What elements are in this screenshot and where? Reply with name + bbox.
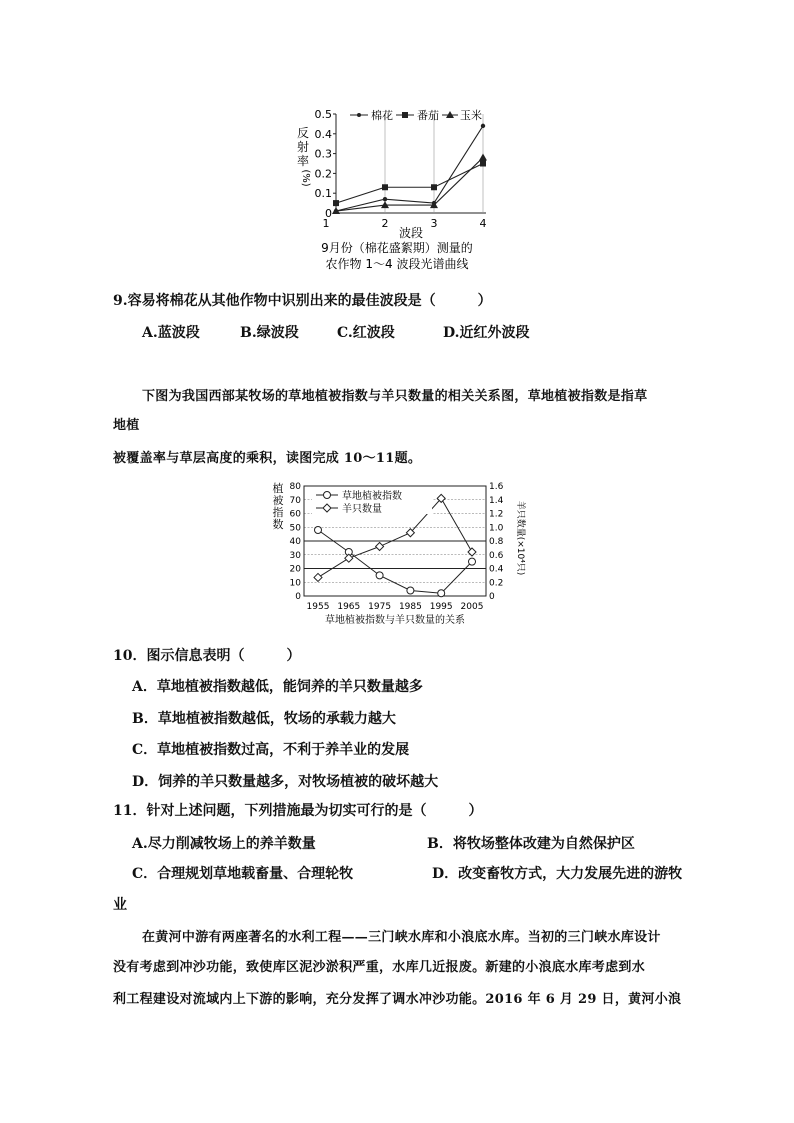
x-tick-label: 1965 (337, 602, 361, 612)
data-point (382, 184, 388, 190)
q10-option-c[interactable]: C．草地植被指数过高，不利于养羊业的发展 (132, 742, 410, 758)
right-axis-label: 羊只数量(×10⁴只) (515, 500, 525, 576)
y-tick-label: 0.3 (314, 147, 332, 161)
x-tick-label: 1 (322, 217, 330, 230)
left-tick-label: 50 (289, 523, 301, 534)
y-label-char: 射 (296, 140, 310, 154)
legend-label: 玉米 (460, 109, 482, 122)
y-label-unit: (%) (300, 169, 311, 187)
left-label-char: 被 (272, 494, 284, 507)
q10-option-b[interactable]: B．草地植被指数越低，牧场的承载力越大 (132, 711, 396, 727)
q10-option-d[interactable]: D．饲养的羊只数量越多，对牧场植被的破坏越大 (132, 774, 439, 790)
right-tick-label: 0.4 (489, 564, 504, 575)
q9-option-a[interactable]: A.蓝波段 (142, 325, 200, 341)
left-tick-label: 80 (289, 482, 301, 492)
legend-label: 棉花 (371, 109, 393, 122)
x-axis-label: 波段 (398, 226, 424, 240)
q9-option-d[interactable]: D.近红外波段 (443, 325, 530, 341)
data-point (376, 543, 384, 551)
right-tick-label: 1.6 (489, 482, 504, 492)
right-tick-label: 0.8 (489, 537, 504, 547)
vegetation-sheep-chart (268, 478, 533, 628)
data-point (438, 590, 445, 597)
question-11-stem: 11．针对上述问题，下列措施最为切实可行的是（ ） (113, 803, 483, 819)
legend (350, 108, 482, 122)
right-tick-label: 0 (489, 592, 495, 602)
data-point (480, 161, 486, 167)
legend-label: 草地植被指数 (342, 491, 402, 502)
data-point (376, 572, 383, 579)
legend-marker-square (402, 112, 408, 118)
chart-caption-line1: 9月份（棉花盛絮期）测量的 (321, 241, 473, 255)
y-tick-label: 0.2 (314, 167, 332, 181)
legend (312, 488, 432, 515)
intro-12-line1: 在黄河中游有两座著名的水利工程——三门峡水库和小浪底水库。当初的三门峡水库设计 (142, 930, 661, 945)
q11-option-a[interactable]: A.尽力削减牧场上的养羊数量 (132, 836, 316, 852)
question-9-stem: 9.容易将棉花从其他作物中识别出来的最佳波段是（ ） (113, 293, 492, 309)
data-point (333, 200, 339, 206)
right-tick-label: 1.0 (489, 523, 504, 534)
left-tick-label: 40 (289, 537, 301, 547)
right-tick-label: 0.6 (489, 550, 504, 561)
left-tick-label: 30 (289, 550, 301, 561)
series-line-3 (336, 158, 483, 211)
left-tick-labels (290, 482, 302, 602)
q11-option-b[interactable]: B．将牧场整体改建为自然保护区 (427, 836, 635, 852)
legend-label: 番茄 (417, 109, 439, 122)
question-10-stem: 10．图示信息表明（ ） (113, 648, 301, 664)
x-tick-label: 1985 (398, 602, 422, 612)
q11-option-d[interactable]: D．改变畜牧方式，大力发展先进的游牧 (432, 866, 683, 882)
chart-caption: 草地植被指数与羊只数量的关系 (325, 615, 465, 626)
left-axis-label (273, 481, 284, 531)
intro-10-line2: 地植 (113, 418, 140, 433)
intro-12-line2: 没有考虑到冲沙功能，致使库区泥沙淤积严重，水库几近报废。新建的小浪底水库考虑到水 (113, 960, 646, 975)
y-axis-label (297, 126, 311, 187)
legend-marker-circle (324, 492, 331, 499)
legend-label: 羊只数量 (342, 504, 382, 515)
right-tick-labels (489, 482, 504, 602)
left-tick-label: 0 (295, 592, 301, 602)
y-tick-label: 0 (325, 207, 332, 220)
data-point (314, 573, 322, 581)
series-lines (332, 124, 487, 214)
x-tick-label: 2005 (460, 602, 484, 612)
y-label-char: 率 (296, 154, 310, 168)
left-tick-label: 10 (289, 578, 301, 589)
gridlines (385, 114, 483, 213)
data-point (479, 154, 487, 161)
left-label-char: 植 (272, 482, 284, 495)
right-tick-label: 0.2 (489, 578, 504, 589)
left-tick-label: 20 (289, 564, 301, 575)
x-tick-label: 1995 (429, 602, 453, 612)
data-point (383, 197, 387, 201)
data-point (469, 558, 476, 565)
y-tick-label: 0.1 (314, 187, 332, 201)
x-tick-label: 1955 (306, 602, 330, 612)
x-tick-label: 1975 (368, 602, 392, 612)
q9-option-b[interactable]: B.绿波段 (240, 325, 299, 341)
data-point (407, 587, 414, 594)
left-label-char: 指 (272, 506, 284, 519)
right-tick-label: 1.2 (489, 509, 504, 520)
x-tick-label: 4 (479, 217, 487, 230)
y-tick-labels (315, 108, 337, 220)
q11-option-c[interactable]: C．合理规划草地载畜量、合理轮牧 (132, 866, 354, 882)
q11-option-d-wrap: 业 (113, 897, 127, 913)
x-tick-labels (307, 602, 484, 612)
left-tick-label: 70 (289, 495, 301, 506)
intro-10-line3: 被覆盖率与草层高度的乘积，读图完成 10～11题。 (113, 451, 422, 466)
left-tick-label: 60 (289, 509, 301, 520)
q9-option-c[interactable]: C.红波段 (337, 325, 395, 341)
x-tick-label: 3 (430, 217, 438, 230)
data-point (345, 554, 353, 562)
y-label-char: 反 (296, 126, 310, 140)
y-tick-label: 0.5 (314, 108, 332, 121)
series-line-1 (336, 126, 483, 211)
right-tick-label: 1.4 (489, 495, 504, 506)
chart-caption-line2: 农作物 1～4 波段光谱曲线 (325, 257, 469, 271)
data-point (481, 124, 485, 128)
series-line-2 (336, 164, 483, 204)
data-point (431, 184, 437, 190)
intro-10-line1: 下图为我国西部某牧场的草地植被指数与羊只数量的相关关系图，草地植被指数是指草 (142, 389, 648, 404)
spectral-chart (290, 100, 510, 275)
legend-marker-circle (357, 113, 361, 117)
y-tick-label: 0.4 (314, 127, 332, 141)
x-tick-label: 2 (381, 217, 389, 230)
q10-option-a[interactable]: A．草地植被指数越低，能饲养的羊只数量越多 (132, 679, 423, 695)
intro-12-line3: 利工程建设对流域内上下游的影响，充分发挥了调水冲沙功能。2016 年 6 月 29 日，黄河小浪 (113, 992, 682, 1007)
data-point (315, 527, 322, 534)
left-label-char: 数 (272, 518, 284, 531)
